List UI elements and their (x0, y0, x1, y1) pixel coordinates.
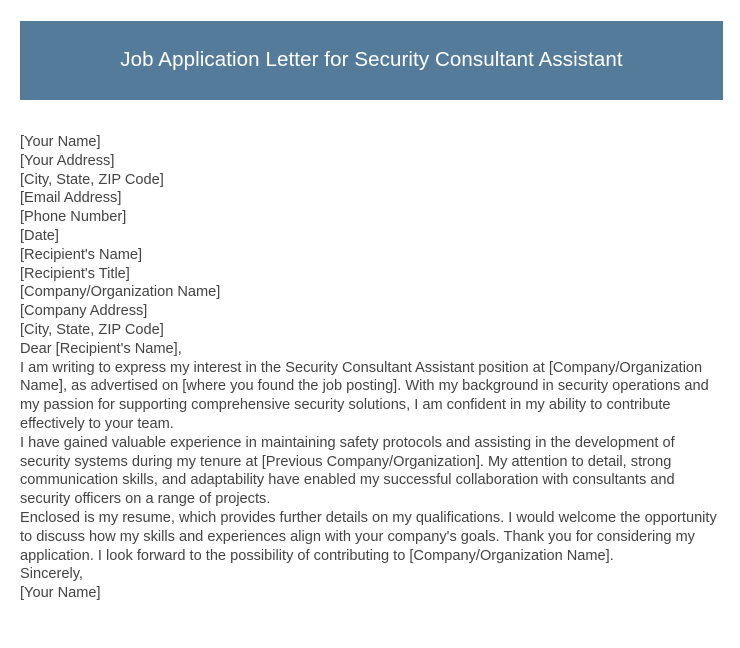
sender-city-state-zip: [City, State, ZIP Code] (20, 171, 164, 188)
recipient-city-state-zip: [City, State, ZIP Code] (20, 321, 164, 338)
body-paragraph-3: Enclosed is my resume, which provides further details on my qualifications. I would welcome the opportunity to discuss how my skills and experiences align with your company's goals. Thank you for considering my application. I look forward to the possibility of contributing to [Company/Organization Name]. (20, 509, 717, 564)
sender-phone: [Phone Number] (20, 209, 127, 226)
recipient-name: [Recipient's Name] (20, 246, 143, 263)
page-title: Job Application Letter for Security Consultant Assistant (120, 48, 623, 72)
letter-date: [Date] (20, 227, 59, 244)
body-paragraph-2: I have gained valuable experience in maintaining safety protocols and assisting in the development of security systems during my tenure at [Previous Company/Organization]. My attention to detail, strong communication skills, and adaptability have enabled my successful collaboration with consultants and security officers on a range of projects. (20, 434, 675, 508)
recipient-address: [Company Address] (20, 303, 148, 320)
letter-body (20, 133, 724, 603)
sender-email: [Email Address] (20, 190, 122, 207)
signature-name: [Your Name] (20, 585, 101, 602)
recipient-company: [Company/Organization Name] (20, 284, 221, 301)
letter-header-banner (20, 21, 723, 100)
sender-address: [Your Address] (20, 152, 115, 169)
body-paragraph-1: I am writing to express my interest in the Security Consultant Assistant position at [Company/Organization Name], as advertised on [where you found the job posting]. With my background in security operations and my passion for supporting comprehensive security solutions, I am confident in my ability to contribute effectively to your team. (20, 359, 709, 432)
sender-name: [Your Name] (20, 134, 101, 150)
salutation: Dear [Recipient's Name], (20, 340, 182, 357)
closing: Sincerely, (20, 566, 83, 583)
recipient-title: [Recipient's Title] (20, 265, 130, 282)
